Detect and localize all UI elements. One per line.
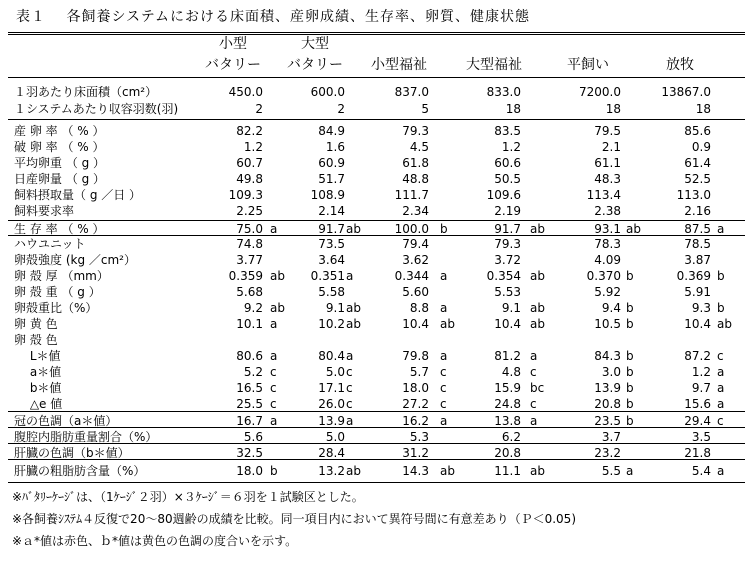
table-row xyxy=(0,203,753,219)
row-label: 生 存 率 （ % ） xyxy=(14,222,105,236)
cell-significance: ab xyxy=(270,269,285,283)
column-header-line2: バタリー xyxy=(205,57,261,73)
cell-value: 1.2 xyxy=(691,365,711,379)
cell-value: 26.0 xyxy=(318,397,345,411)
cell-value: 10.4 xyxy=(684,317,711,331)
cell-value: 20.8 xyxy=(594,397,621,411)
table-row xyxy=(0,101,753,117)
cell-significance: ab xyxy=(346,317,361,331)
cell-significance: a xyxy=(270,349,278,363)
cell-value: 5.7 xyxy=(409,365,429,379)
cell-significance: c xyxy=(346,365,353,379)
row-label: 腹腔内脂肪重量割合（%） xyxy=(14,430,158,444)
cell-significance: a xyxy=(270,414,278,428)
cell-value: 5.0 xyxy=(325,365,345,379)
cell-value: 79.3 xyxy=(494,237,521,251)
footnote-1: ※ﾊﾞﾀﾘｰｹｰｼﾞは、（1ｹｰｼﾞ２羽）×３ｹｰｼﾞ＝６羽を１試験区とした。 xyxy=(12,490,364,504)
cell-value: 10.4 xyxy=(402,317,429,331)
row-label: L＊値 xyxy=(14,349,61,363)
row-label: 卵 殻 重 （ g ） xyxy=(14,285,101,299)
cell-significance: a xyxy=(346,349,354,363)
cell-value: 93.1 xyxy=(594,222,621,236)
cell-value: 16.2 xyxy=(402,414,429,428)
cell-value: 13.2 xyxy=(318,464,345,478)
cell-significance: a xyxy=(717,381,725,395)
cell-significance: ab xyxy=(626,222,641,236)
table-row xyxy=(0,463,753,479)
cell-value: 85.6 xyxy=(684,124,711,138)
cell-significance: b xyxy=(717,269,725,283)
cell-value: 61.4 xyxy=(684,156,711,170)
table-row xyxy=(0,429,753,445)
cell-significance: a xyxy=(440,414,448,428)
cell-significance: ab xyxy=(346,222,361,236)
cell-value: 91.7 xyxy=(494,222,521,236)
cell-value: 28.4 xyxy=(318,446,345,460)
cell-significance: b xyxy=(626,349,634,363)
cell-value: 10.5 xyxy=(594,317,621,331)
column-header xyxy=(354,34,444,76)
cell-value: 52.5 xyxy=(684,172,711,186)
row-label: 産 卵 率 （ % ） xyxy=(14,124,105,138)
table-row xyxy=(0,236,753,252)
cell-significance: b xyxy=(626,269,634,283)
cell-value: 18.0 xyxy=(402,381,429,395)
cell-value: 5.0 xyxy=(325,430,345,444)
column-header-line1 xyxy=(635,34,725,55)
cell-significance: c xyxy=(346,397,353,411)
cell-significance: c xyxy=(440,381,447,395)
column-header xyxy=(188,34,278,76)
cell-value: 111.7 xyxy=(394,188,429,202)
cell-value: 3.72 xyxy=(494,253,521,267)
table-row xyxy=(0,139,753,155)
cell-value: 109.6 xyxy=(486,188,521,202)
cell-significance: c xyxy=(717,349,724,363)
cell-value: 80.6 xyxy=(236,349,263,363)
row-label: 卵 殻 厚 （mm） xyxy=(14,269,109,283)
cell-value: 5.92 xyxy=(594,285,621,299)
cell-value: 49.8 xyxy=(236,172,263,186)
column-header-line2: 小型福祉 xyxy=(371,57,427,73)
table-bottom-rule xyxy=(8,482,745,483)
cell-significance: c xyxy=(346,381,353,395)
row-label: 日産卵量 （ g ） xyxy=(14,172,106,186)
cell-value: 4.8 xyxy=(501,365,521,379)
row-label: 飼料要求率 xyxy=(14,204,75,218)
cell-significance: c xyxy=(440,365,447,379)
row-label: 肝臓の色調（b＊値） xyxy=(14,446,130,460)
cell-value: 74.8 xyxy=(236,237,263,251)
table-row xyxy=(0,413,753,429)
footnote-3: ※ａ*値は赤色、ｂ*値は黄色の色調の度合いを示す。 xyxy=(12,534,298,548)
row-label: 飼料摂取量（ g ／日 ） xyxy=(14,188,142,202)
cell-value: 5.58 xyxy=(318,285,345,299)
cell-significance: a xyxy=(440,301,448,315)
table-row xyxy=(0,396,753,412)
cell-value: 109.3 xyxy=(228,188,263,202)
cell-value: 4.09 xyxy=(594,253,621,267)
cell-value: 32.5 xyxy=(236,446,263,460)
cell-value: 18 xyxy=(505,102,521,116)
cell-value: 60.9 xyxy=(318,156,345,170)
cell-value: 9.4 xyxy=(601,301,621,315)
cell-value: 61.8 xyxy=(402,156,429,170)
cell-value: 15.6 xyxy=(684,397,711,411)
cell-value: 13.9 xyxy=(594,381,621,395)
table-row xyxy=(0,187,753,203)
table-row xyxy=(0,268,753,284)
cell-value: 14.3 xyxy=(402,464,429,478)
cell-significance: b xyxy=(626,397,634,411)
footnote-2: ※各飼養ｼｽﾃﾑ４反復で20～80週齢の成績を比較。同一項目内において異符号間に有意差あり（Ｐ＜0.05) xyxy=(12,512,576,526)
section-rule-1 xyxy=(8,119,745,120)
cell-significance: c xyxy=(270,365,277,379)
cell-significance: ab xyxy=(530,222,545,236)
cell-value: 60.7 xyxy=(236,156,263,170)
cell-value: 11.1 xyxy=(494,464,521,478)
cell-value: 2.1 xyxy=(601,140,621,154)
row-label: 肝臓の粗脂肪含量（%） xyxy=(14,464,146,478)
cell-significance: b xyxy=(626,381,634,395)
column-header-line1 xyxy=(354,34,444,55)
cell-value: 31.2 xyxy=(402,446,429,460)
cell-value: 48.8 xyxy=(402,172,429,186)
cell-value: 3.77 xyxy=(236,253,263,267)
column-header-line1: 大型 xyxy=(301,36,329,52)
table-row xyxy=(0,252,753,268)
column-header-line2: 放牧 xyxy=(666,57,694,73)
cell-value: 4.5 xyxy=(409,140,429,154)
column-header-line2: 大型福祉 xyxy=(466,57,522,73)
cell-value: 0.351 xyxy=(310,269,345,283)
column-header-line1: 小型 xyxy=(219,36,247,52)
cell-value: 0.370 xyxy=(586,269,621,283)
cell-significance: b xyxy=(626,301,634,315)
table-row xyxy=(0,364,753,380)
cell-value: 100.0 xyxy=(394,222,429,236)
cell-value: 1.6 xyxy=(325,140,345,154)
cell-value: 2.16 xyxy=(684,204,711,218)
table-row xyxy=(0,84,753,100)
cell-value: 833.0 xyxy=(486,85,521,99)
cell-value: 78.5 xyxy=(684,237,711,251)
cell-significance: a xyxy=(717,222,725,236)
cell-significance: a xyxy=(530,349,538,363)
row-label: 卵 殻 色 xyxy=(14,333,58,347)
cell-significance: a xyxy=(440,269,448,283)
cell-value: 1.2 xyxy=(501,140,521,154)
column-header xyxy=(449,34,539,76)
cell-value: 73.5 xyxy=(318,237,345,251)
row-label: △e 値 xyxy=(14,397,63,411)
table-row xyxy=(0,316,753,332)
cell-value: 24.8 xyxy=(494,397,521,411)
cell-value: 18.0 xyxy=(236,464,263,478)
cell-value: 87.5 xyxy=(684,222,711,236)
cell-value: 75.0 xyxy=(236,222,263,236)
cell-significance: ab xyxy=(270,301,285,315)
row-label: 卵 黄 色 xyxy=(14,317,58,331)
table-row xyxy=(0,171,753,187)
table-row xyxy=(0,300,753,316)
cell-significance: ab xyxy=(346,301,361,315)
column-header-line2: バタリー xyxy=(287,57,343,73)
table-row xyxy=(0,155,753,171)
cell-significance: b xyxy=(270,464,278,478)
header-rule xyxy=(8,77,745,78)
cell-significance: c xyxy=(530,365,537,379)
cell-significance: c xyxy=(717,414,724,428)
cell-value: 0.359 xyxy=(228,269,263,283)
table-row xyxy=(0,123,753,139)
cell-value: 5.5 xyxy=(601,464,621,478)
cell-significance: bc xyxy=(530,381,545,395)
row-label: a＊値 xyxy=(14,365,62,379)
column-header-line2: 平飼い xyxy=(567,57,609,73)
cell-value: 27.2 xyxy=(402,397,429,411)
cell-value: 60.6 xyxy=(494,156,521,170)
cell-significance: c xyxy=(270,381,277,395)
row-label: １システムあたり収容羽数(羽) xyxy=(14,102,179,116)
row-label: 平均卵重 （ g ） xyxy=(14,156,106,170)
cell-value: 16.5 xyxy=(236,381,263,395)
cell-value: 113.0 xyxy=(676,188,711,202)
cell-value: 16.7 xyxy=(236,414,263,428)
row-label: 卵殻重比（%） xyxy=(14,301,98,315)
cell-value: 23.5 xyxy=(594,414,621,428)
cell-value: 9.2 xyxy=(243,301,263,315)
cell-significance: b xyxy=(440,222,448,236)
table-title: 表１ 各飼養システムにおける床面積、産卵成績、生存率、卵質、健康状態 xyxy=(16,9,531,25)
cell-significance: a xyxy=(346,414,354,428)
cell-value: 113.4 xyxy=(586,188,621,202)
cell-value: 13.9 xyxy=(318,414,345,428)
cell-value: 5.3 xyxy=(409,430,429,444)
column-header-line1 xyxy=(449,34,539,55)
cell-value: 9.1 xyxy=(325,301,345,315)
cell-value: 79.8 xyxy=(402,349,429,363)
cell-significance: b xyxy=(626,317,634,331)
cell-value: 50.5 xyxy=(494,172,521,186)
cell-significance: a xyxy=(717,365,725,379)
cell-value: 0.344 xyxy=(394,269,429,283)
cell-significance: ab xyxy=(530,317,545,331)
cell-significance: a xyxy=(270,222,278,236)
cell-significance: a xyxy=(440,349,448,363)
cell-value: 10.2 xyxy=(318,317,345,331)
cell-value: 51.7 xyxy=(318,172,345,186)
cell-significance: ab xyxy=(440,317,455,331)
cell-value: 6.2 xyxy=(501,430,521,444)
cell-value: 3.7 xyxy=(601,430,621,444)
cell-value: 23.2 xyxy=(594,446,621,460)
cell-value: 0.369 xyxy=(676,269,711,283)
cell-value: 5.2 xyxy=(243,365,263,379)
cell-value: 5.91 xyxy=(684,285,711,299)
cell-value: 9.7 xyxy=(691,381,711,395)
cell-value: 2.19 xyxy=(494,204,521,218)
cell-value: 1.2 xyxy=(243,140,263,154)
cell-value: 10.1 xyxy=(236,317,263,331)
cell-value: 17.1 xyxy=(318,381,345,395)
cell-value: 450.0 xyxy=(228,85,263,99)
column-header xyxy=(270,34,360,76)
cell-value: 2.25 xyxy=(236,204,263,218)
cell-significance: ab xyxy=(346,464,361,478)
cell-value: 3.64 xyxy=(318,253,345,267)
cell-value: 2.38 xyxy=(594,204,621,218)
row-label: 破 卵 率 （ % ） xyxy=(14,140,105,154)
cell-value: 81.2 xyxy=(494,349,521,363)
cell-value: 13867.0 xyxy=(661,85,711,99)
cell-value: 3.62 xyxy=(402,253,429,267)
cell-significance: a xyxy=(346,269,354,283)
cell-significance: c xyxy=(270,397,277,411)
cell-value: 15.9 xyxy=(494,381,521,395)
cell-value: 20.8 xyxy=(494,446,521,460)
cell-value: 83.5 xyxy=(494,124,521,138)
cell-value: 80.4 xyxy=(318,349,345,363)
row-label: 冠の色調（a＊値） xyxy=(14,414,118,428)
cell-significance: a xyxy=(717,397,725,411)
cell-value: 82.2 xyxy=(236,124,263,138)
column-header xyxy=(543,34,633,76)
cell-significance: a xyxy=(717,464,725,478)
cell-value: 837.0 xyxy=(394,85,429,99)
cell-value: 13.8 xyxy=(494,414,521,428)
cell-significance: a xyxy=(626,464,634,478)
cell-value: 79.5 xyxy=(594,124,621,138)
cell-value: 3.0 xyxy=(601,365,621,379)
cell-value: 87.2 xyxy=(684,349,711,363)
table-row xyxy=(0,221,753,237)
table-row xyxy=(0,332,753,348)
cell-significance: ab xyxy=(530,269,545,283)
cell-value: 3.87 xyxy=(684,253,711,267)
cell-value: 7200.0 xyxy=(579,85,621,99)
table-row xyxy=(0,284,753,300)
cell-significance: b xyxy=(626,414,634,428)
cell-significance: b xyxy=(626,365,634,379)
row-label: １羽あたり床面積（cm²） xyxy=(14,85,158,99)
cell-value: 2 xyxy=(337,102,345,116)
cell-value: 18 xyxy=(605,102,621,116)
cell-significance: ab xyxy=(530,301,545,315)
cell-significance: ab xyxy=(530,464,545,478)
row-label: 卵殻強度 (kg ／cm²） xyxy=(14,253,136,267)
column-header-line1 xyxy=(543,34,633,55)
column-header xyxy=(635,34,725,76)
cell-value: 2.34 xyxy=(402,204,429,218)
cell-value: 91.7 xyxy=(318,222,345,236)
cell-value: 61.1 xyxy=(594,156,621,170)
cell-value: 5 xyxy=(421,102,429,116)
cell-significance: ab xyxy=(717,317,732,331)
cell-value: 25.5 xyxy=(236,397,263,411)
cell-significance: b xyxy=(717,301,725,315)
cell-value: 84.3 xyxy=(594,349,621,363)
cell-value: 18 xyxy=(695,102,711,116)
cell-value: 8.8 xyxy=(409,301,429,315)
cell-value: 600.0 xyxy=(310,85,345,99)
cell-value: 0.9 xyxy=(691,140,711,154)
cell-value: 29.4 xyxy=(684,414,711,428)
cell-value: 10.4 xyxy=(494,317,521,331)
cell-value: 0.354 xyxy=(486,269,521,283)
row-label: b＊値 xyxy=(14,381,62,395)
cell-value: 2 xyxy=(255,102,263,116)
cell-significance: ab xyxy=(440,464,455,478)
cell-significance: a xyxy=(530,414,538,428)
cell-value: 9.3 xyxy=(691,301,711,315)
cell-value: 79.3 xyxy=(402,124,429,138)
cell-value: 5.6 xyxy=(243,430,263,444)
cell-value: 5.68 xyxy=(236,285,263,299)
cell-value: 108.9 xyxy=(310,188,345,202)
cell-significance: a xyxy=(270,317,278,331)
table-row xyxy=(0,348,753,364)
cell-value: 79.4 xyxy=(402,237,429,251)
table-row xyxy=(0,445,753,461)
table-row xyxy=(0,380,753,396)
cell-value: 2.14 xyxy=(318,204,345,218)
cell-value: 5.4 xyxy=(691,464,711,478)
cell-significance: c xyxy=(440,397,447,411)
cell-value: 84.9 xyxy=(318,124,345,138)
cell-value: 3.5 xyxy=(691,430,711,444)
cell-value: 5.53 xyxy=(494,285,521,299)
cell-significance: c xyxy=(530,397,537,411)
cell-value: 5.60 xyxy=(402,285,429,299)
cell-value: 78.3 xyxy=(594,237,621,251)
cell-value: 48.3 xyxy=(594,172,621,186)
cell-value: 21.8 xyxy=(684,446,711,460)
row-label: ハウユニット xyxy=(14,237,86,251)
cell-value: 9.1 xyxy=(501,301,521,315)
